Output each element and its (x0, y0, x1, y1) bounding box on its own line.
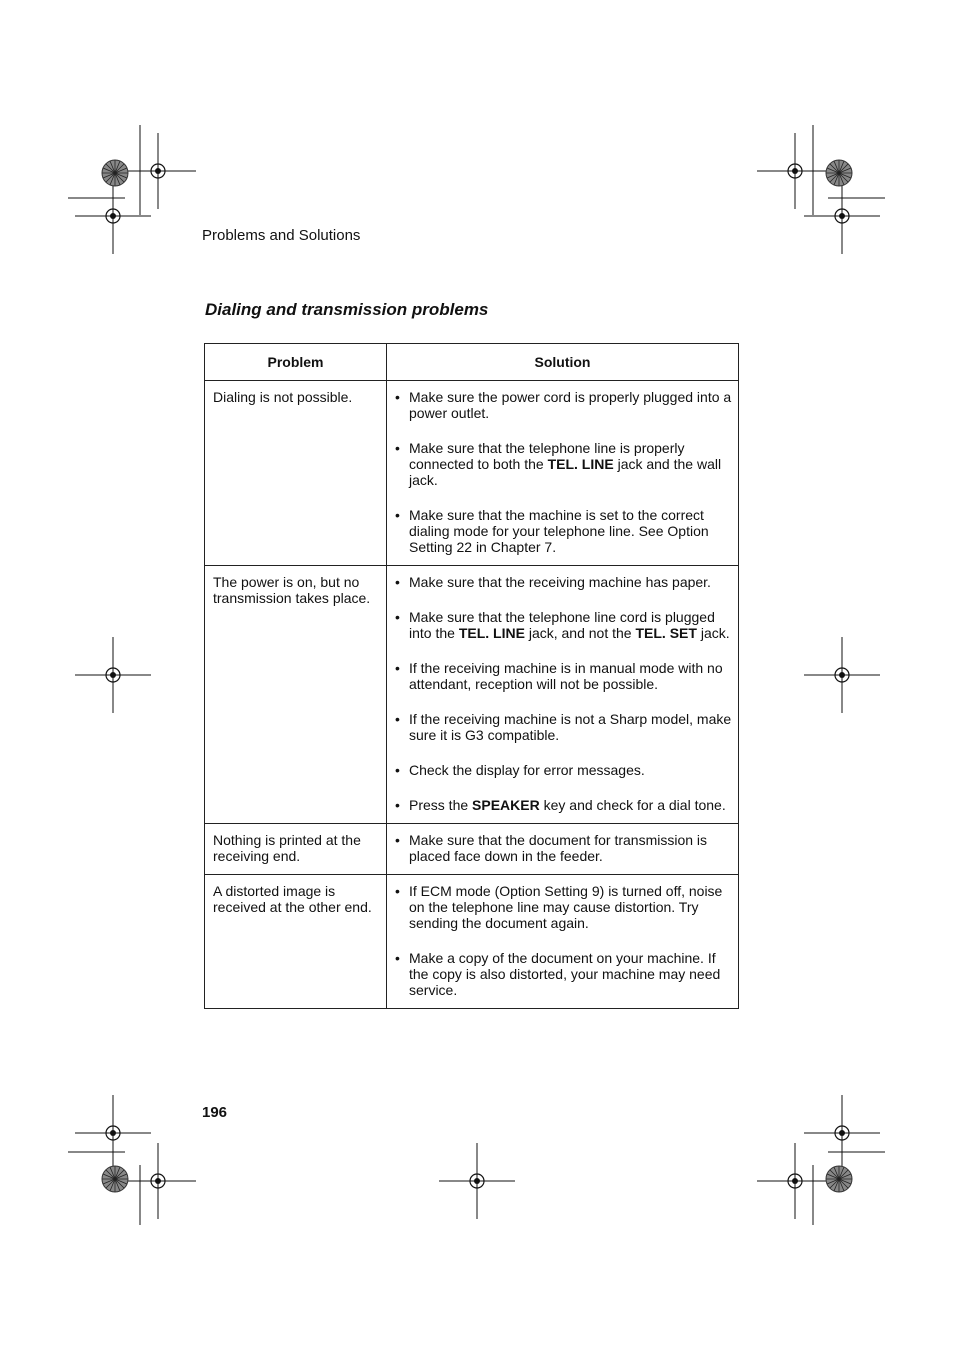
text-run: jack and the wall jack. (409, 456, 722, 488)
key-name: TEL. LINE (547, 456, 614, 472)
solution-text (409, 711, 736, 743)
table-row (205, 566, 739, 824)
section-title: Dialing and transmission problems (205, 300, 489, 319)
text-run: Make sure that the telephone line is properly connected to both the (409, 440, 685, 472)
problems-table (204, 343, 739, 1009)
solution-item (395, 574, 736, 590)
bullet-icon: • (395, 797, 400, 813)
bullet-icon: • (395, 389, 400, 405)
text-run: Check the display for error messages. (409, 762, 645, 778)
solution-text (409, 389, 736, 421)
bullet-icon: • (395, 440, 400, 456)
text-run: jack. (696, 625, 730, 641)
bullet-icon: • (395, 883, 400, 899)
column-header-solution: Solution (387, 344, 739, 381)
text-run: Make sure the power cord is properly plugged into a power outlet. (409, 389, 732, 421)
text-run: If the receiving machine is in manual mode with no attendant, reception will not be possible. (409, 660, 723, 692)
solution-item (395, 832, 736, 864)
text-run: Make sure that the receiving machine has paper. (409, 574, 711, 590)
solution-text (409, 762, 736, 778)
text-run: jack, and not the (524, 625, 636, 641)
table-row (205, 875, 739, 1009)
problem-cell: A distorted image is received at the other end. (205, 875, 387, 1009)
key-name: TEL. SET (635, 625, 697, 641)
solution-text (409, 440, 736, 488)
running-head: Problems and Solutions (202, 227, 361, 244)
page-number: 196 (202, 1104, 228, 1121)
text-run: If ECM mode (Option Setting 9) is turned off, noise on the telephone line may cause distortion. Try sending the document again. (409, 883, 723, 931)
column-header-problem: Problem (205, 344, 387, 381)
text-run: Make sure that the telephone line cord is plugged into the (409, 609, 715, 641)
key-name: TEL. LINE (458, 625, 525, 641)
solution-item (395, 507, 736, 555)
solution-text (409, 507, 736, 555)
solution-text (409, 950, 736, 998)
problem-cell: Dialing is not possible. (205, 381, 387, 566)
solution-cell (387, 824, 739, 875)
solution-text (409, 609, 736, 641)
solution-item (395, 797, 736, 813)
solution-text (409, 883, 736, 931)
solution-item (395, 883, 736, 931)
solution-item (395, 660, 736, 692)
solution-item (395, 609, 736, 641)
bullet-icon: • (395, 832, 400, 848)
solution-text (409, 797, 736, 813)
bullet-icon: • (395, 574, 400, 590)
text-run: key and check for a dial tone. (539, 797, 726, 813)
solution-text (409, 574, 736, 590)
solution-item (395, 950, 736, 998)
bullet-icon: • (395, 762, 400, 778)
solution-item (395, 440, 736, 488)
solution-item (395, 762, 736, 778)
text-run: Press the (409, 797, 473, 813)
text-run: If the receiving machine is not a Sharp model, make sure it is G3 compatible. (409, 711, 732, 743)
table-body (205, 381, 739, 1009)
bullet-icon: • (395, 609, 400, 625)
table-row (205, 824, 739, 875)
bullet-icon: • (395, 950, 400, 966)
problem-cell: Nothing is printed at the receiving end. (205, 824, 387, 875)
solution-cell (387, 875, 739, 1009)
key-name: SPEAKER (472, 797, 540, 813)
text-run: Make sure that the machine is set to the correct dialing mode for your telephone line. See Option Setting 22 in Chapter 7. (409, 507, 709, 555)
bullet-icon: • (395, 660, 400, 676)
bullet-icon: • (395, 711, 400, 727)
problem-cell: The power is on, but no transmission takes place. (205, 566, 387, 824)
table-row (205, 381, 739, 566)
solution-text (409, 660, 736, 692)
table-header-row (205, 344, 739, 381)
text-run: Make sure that the document for transmission is placed face down in the feeder. (409, 832, 708, 864)
bullet-icon: • (395, 507, 400, 523)
solution-cell (387, 566, 739, 824)
solution-item (395, 389, 736, 421)
text-run: Make a copy of the document on your machine. If the copy is also distorted, your machine may need service. (409, 950, 721, 998)
solution-text (409, 832, 736, 864)
solution-cell (387, 381, 739, 566)
solution-item (395, 711, 736, 743)
